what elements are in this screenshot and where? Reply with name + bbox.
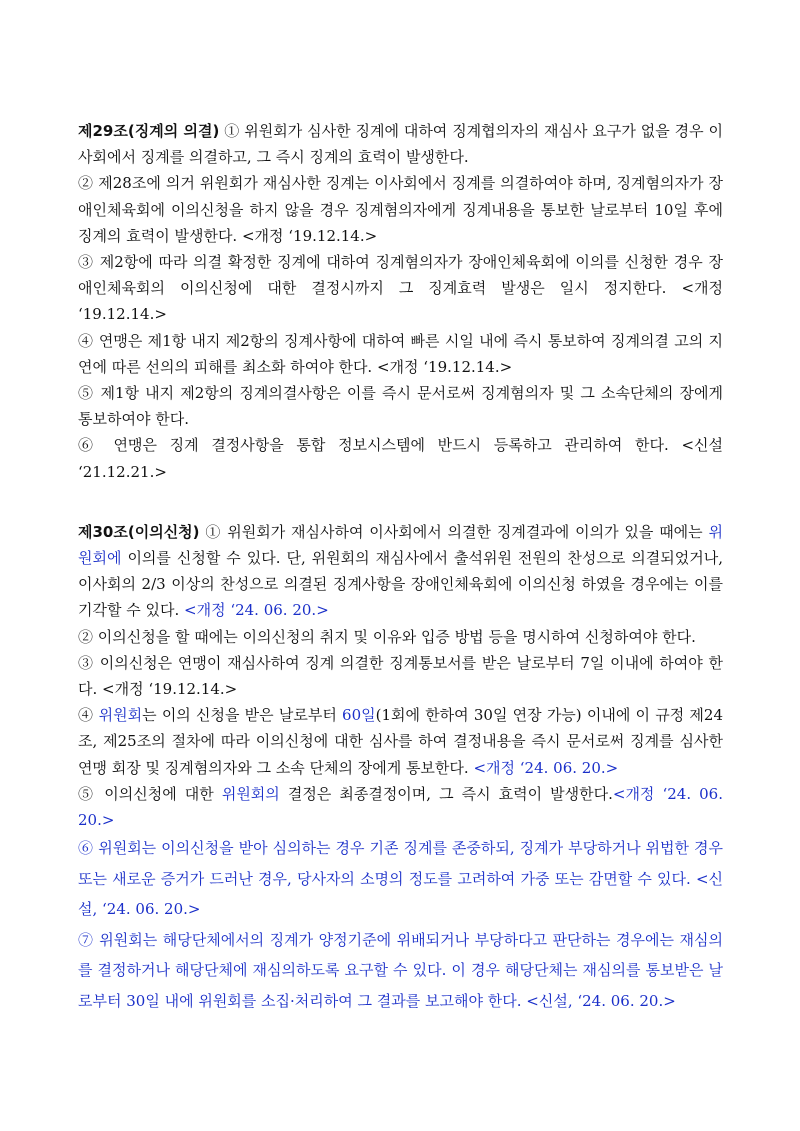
article-30-clause-1-amendment-note: <개정 ‘24. 06. 20.> [184,601,329,620]
article-30-clause-5-text-a: ⑤ 이의신청에 대한 [78,784,222,803]
article-30 [78,519,723,1016]
article-29-clause-5: ⑤ 제1항 내지 제2항의 징계의결사항은 이를 즉시 문서로써 징계혐의자 및 그 소속단체의 장에게 통보하여야 한다. [78,384,723,429]
article-29 [78,118,723,485]
article-30-clause-5-text-b: 결정은 최종결정이며, 그 즉시 효력이 발생한다. [279,784,613,803]
article-29-clause-6: ⑥ 연맹은 징계 결정사항을 통합 정보시스템에 반드시 등록하고 관리하여 한다. <신설 ‘21.12.21.> [78,436,723,481]
article-30-clause-4-text-a: 는 이의 신청을 받은 날로부터 [142,706,343,725]
article-30-clause-5-amended: 위원회의 [221,784,280,803]
article-30-clause-3: ③ 이의신청은 연맹이 재심사하여 징계 의결한 징계통보서를 받은 날로부터 7일 이내에 하여야 한다. <개정 ‘19.12.14.> [78,653,723,699]
article-30-heading: 제30조(이의신청) [78,522,200,541]
regulation-page [78,118,723,1050]
article-30-clause-4 [78,702,723,781]
article-30-clause-5 [78,781,723,833]
article-30-clause-1-text-a: ① 위원회가 재심사하여 이사회에서 의결한 징계결과에 이의가 있을 때에는 [205,522,709,541]
article-29-clause-1 [78,118,723,170]
article-30-clause-4-amended-b: 60일 [342,706,376,725]
article-30-clause-4-num: ④ [78,706,99,725]
article-30-clause-4-amended-a: 위원회 [98,706,143,725]
article-30-clause-7: ⑦ 위원회는 해당단체에서의 징계가 양정기준에 위배되거나 부당하다고 판단하는 경우에는 재심의를 결정하거나 해당단체에 재심의하도록 요구할 수 있다. 이 경우 해당단체는 재심의를 통보받은 날로부터 30일 내에 위원회를 소집·처리하여 그 결과를 보고해야 한다. <신설, ‘24. 06. 20.> [78,930,723,1010]
article-30-clause-4-amendment-note: <개정 ‘24. 06. 20.> [473,758,619,777]
article-30-clause-2: ② 이의신청을 할 때에는 이의신청의 취지 및 이유와 입증 방법 등을 명시하여 신청하여야 한다. [78,627,696,646]
article-29-clause-1-text: ① 위원회가 심사한 징계에 대하여 징계협의자의 재심사 요구가 없을 경우 이사회에서 징계를 의결하고, 그 즉시 징계의 효력이 발생한다. [78,122,723,167]
article-29-clause-4: ④ 연맹은 제1항 내지 제2항의 징계사항에 대하여 빠른 시일 내에 즉시 통보하여 징계의결 고의 지연에 따른 선의의 피해를 최소화 하여야 한다. <개정 ‘19.12.14.> [78,331,723,376]
article-30-clause-4-text-b: (1회에 한하여 30일 연장 가능) 이내에 이 규정 제24조, 제25조의 절차에 따라 이의신청에 대한 심사를 하여 결정내용을 즉시 문서로써 징계를 심사한 연맹 회장 및 징계혐의자와 그 소속 단체의 장에게 통보한다. [78,706,723,777]
article-29-clause-3: ③ 제2항에 따라 의결 확정한 징계에 대하여 징계혐의자가 장애인체육회에 이의를 신청한 경우 장애인체육회의 이의신청에 대한 결정시까지 그 징계효력 발생은 일시 정지한다. <개정 ‘19.12.14.> [78,253,723,324]
article-30-clause-1-amended-a: 위원회에 [78,522,723,568]
article-30-clause-6: ⑥ 위원회는 이의신청을 받아 심의하는 경우 기존 징계를 존중하되, 징계가 부당하거나 위법한 경우 또는 새로운 증거가 드러난 경우, 당사자의 소명의 정도를 고려하여 가중 또는 감면할 수 있다. <신설, ‘24. 06. 20.> [78,839,723,919]
article-29-heading: 제29조(징계의 의결) [78,122,220,140]
article-29-clause-2: ② 제28조에 의거 위원회가 재심사한 징계는 이사회에서 징계를 의결하여야 하며, 징계혐의자가 장애인체육회에 이의신청을 하지 않을 경우 징계혐의자에게 징계내용을 통보한 날로부터 10일 후에 징계의 효력이 발생한다. <개정 ‘19.12.14.> [78,174,723,245]
article-30-clause-5-amendment-note: <개정 ‘24. 06. 20.> [78,784,723,830]
article-30-clause-1-text-b: 이의를 신청할 수 있다. 단, 위원회의 재심사에서 출석위원 전원의 찬성으로 의결되었거나, 이사회의 2/3 이상의 찬성으로 의결된 징계사항을 장애인체육회에 이의신청 하였을 경우에는 이를 기각할 수 있다. [78,549,723,620]
article-30-clause-1 [78,519,723,624]
